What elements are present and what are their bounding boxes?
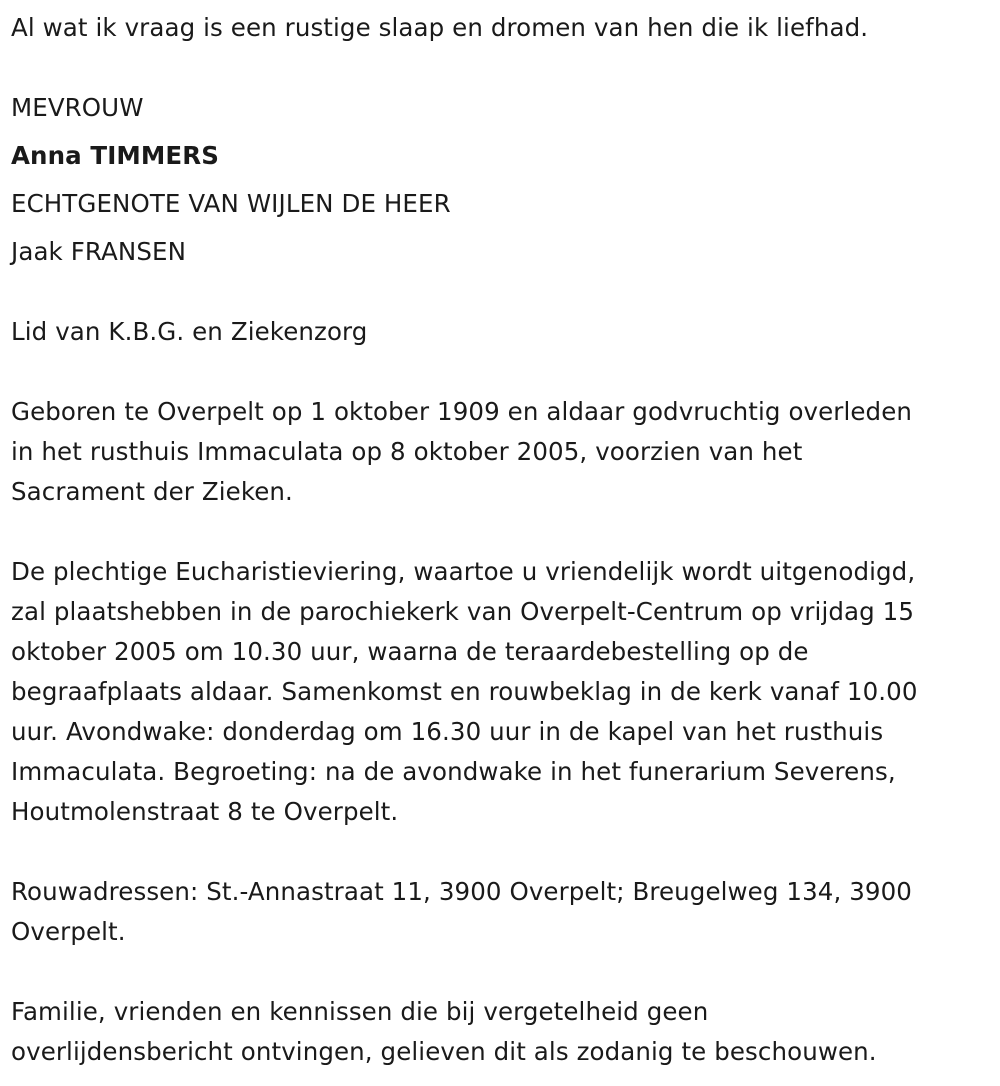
ceremony-line: oktober 2005 om 10.30 uur, waarna de teraardebestelling op de	[11, 637, 809, 666]
ceremony-paragraph	[11, 552, 991, 832]
obituary-document	[11, 8, 991, 1072]
ceremony-line: Houtmolenstraat 8 te Overpelt.	[11, 797, 399, 826]
birth-death-paragraph	[11, 392, 991, 512]
deceased-name: Anna TIMMERS	[11, 141, 219, 170]
spouse-prefix: ECHTGENOTE VAN WIJLEN DE HEER	[11, 189, 451, 218]
ceremony-line: begraafplaats aldaar. Samenkomst en rouwbeklag in de kerk vanaf 10.00	[11, 677, 918, 706]
addresses-paragraph	[11, 872, 991, 952]
closing-paragraph	[11, 992, 991, 1072]
addresses-line: Overpelt.	[11, 917, 126, 946]
birth-death-line: Sacrament der Zieken.	[11, 477, 293, 506]
birth-death-line: in het rusthuis Immaculata op 8 oktober 2005, voorzien van het	[11, 437, 803, 466]
birth-death-line: Geboren te Overpelt op 1 oktober 1909 en aldaar godvruchtig overleden	[11, 397, 913, 426]
closing-line: overlijdensbericht ontvingen, gelieven dit als zodanig te beschouwen.	[11, 1037, 877, 1066]
membership-text: Lid van K.B.G. en Ziekenzorg	[11, 317, 368, 346]
name-block	[11, 88, 991, 272]
ceremony-line: uur. Avondwake: donderdag om 16.30 uur in de kapel van het rusthuis	[11, 717, 884, 746]
closing-line: Familie, vrienden en kennissen die bij vergetelheid geen	[11, 997, 709, 1026]
spouse-name: Jaak FRANSEN	[11, 237, 186, 266]
ceremony-line: Immaculata. Begroeting: na de avondwake in het funerarium Severens,	[11, 757, 896, 786]
motto-line: Al wat ik vraag is een rustige slaap en dromen van hen die ik liefhad.	[11, 13, 869, 42]
membership-paragraph	[11, 312, 991, 352]
ceremony-line: De plechtige Eucharistieviering, waartoe u vriendelijk wordt uitgenodigd,	[11, 557, 916, 586]
ceremony-line: zal plaatshebben in de parochiekerk van Overpelt-Centrum op vrijdag 15	[11, 597, 915, 626]
addresses-line: Rouwadressen: St.-Annastraat 11, 3900 Overpelt; Breugelweg 134, 3900	[11, 877, 912, 906]
title-prefix: MEVROUW	[11, 93, 144, 122]
motto-text	[11, 8, 991, 48]
